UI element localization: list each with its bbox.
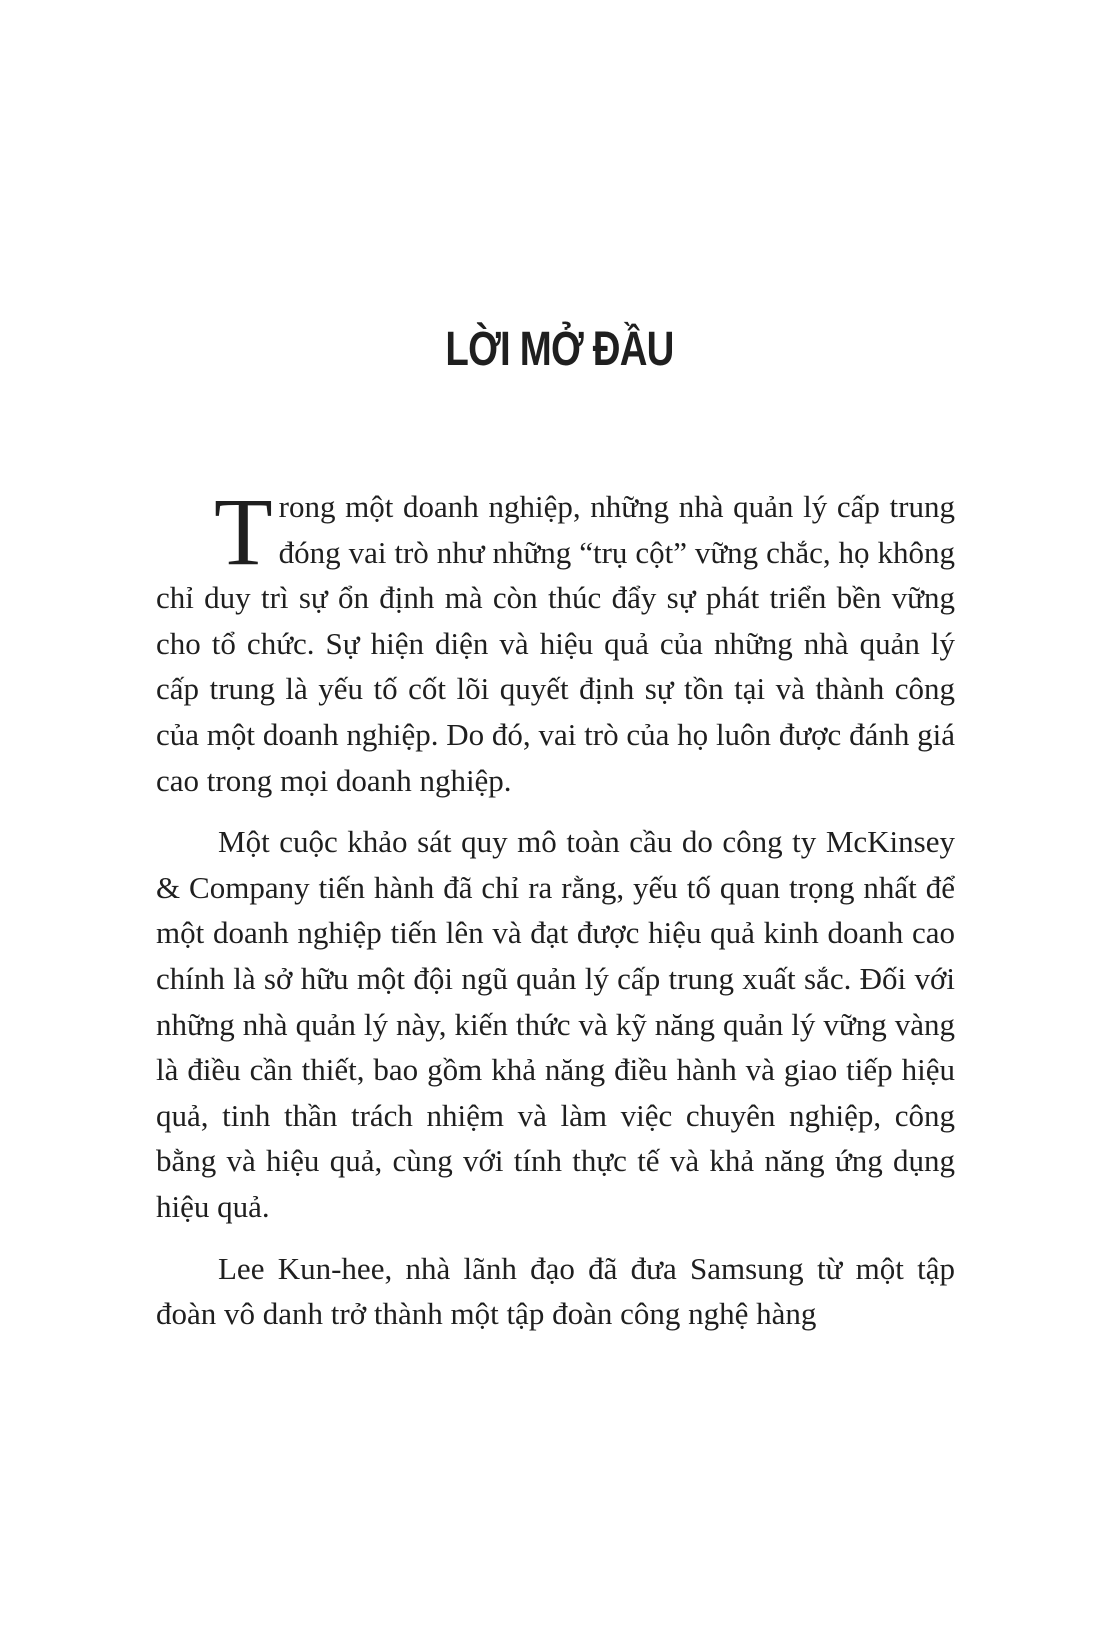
paragraph-1 (156, 478, 955, 803)
paragraph-2: Một cuộc khảo sát quy mô toàn cầu do công ty McKinsey & Company tiến hành đã chỉ ra rằng, yếu tố quan trọng nhất để một doanh nghiệp tiến lên và đạt được hiệu quả kinh doanh cao chính là sở hữu một đội ngũ quản lý cấp trung xuất sắc. Đối với những nhà quản lý này, kiến thức và kỹ năng quản lý vững vàng là điều cần thiết, bao gồm khả năng điều hành và giao tiếp hiệu quả, tinh thần trách nhiệm và làm việc chuyên nghiệp, công bằng và hiệu quả, cùng với tính thực tế và khả năng ứng dụng hiệu quả. (156, 824, 955, 1224)
body-text (156, 478, 955, 1353)
paragraph-3: Lee Kun-hee, nhà lãnh đạo đã đưa Samsung từ một tập đoàn vô danh trở thành một tập đoàn công nghệ hàng (156, 1250, 955, 1332)
chapter-title: LỜI MỞ ĐẦU (445, 323, 674, 376)
paragraph-1-text: rong một doanh nghiệp, những nhà quản lý cấp trung đóng vai trò như những “trụ cột” vững chắc, họ không chỉ duy trì sự ổn định mà còn thúc đẩy sự phát triển bền vững cho tổ chức. Sự hiện diện và hiệu quả của những nhà quản lý cấp trung là yếu tố cốt lõi quyết định sự tồn tại và thành công của một doanh nghiệp. Do đó, vai trò của họ luôn được đánh giá cao trong mọi doanh nghiệp. (156, 489, 955, 798)
drop-cap-letter: T (214, 478, 273, 585)
